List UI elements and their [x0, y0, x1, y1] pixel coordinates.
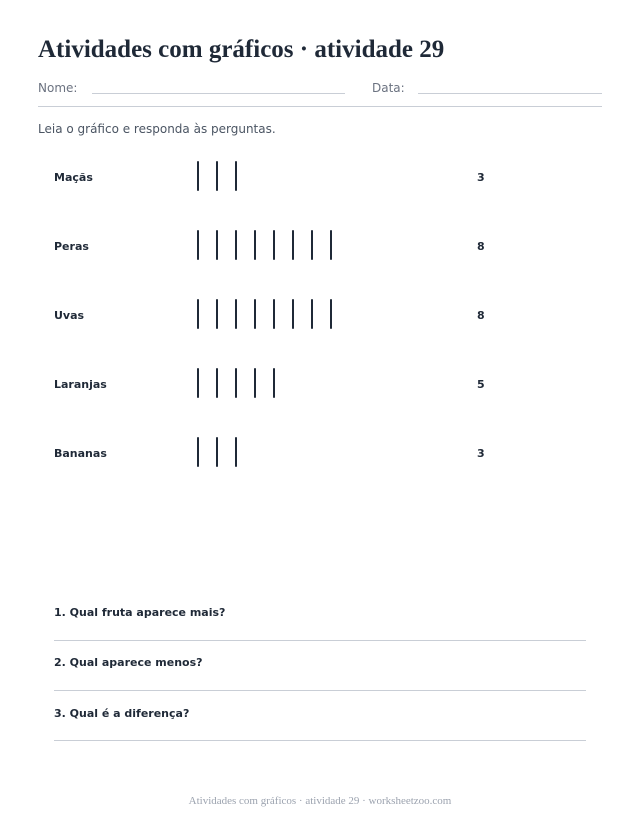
- row-count: 8: [477, 240, 485, 253]
- row-label: Peras: [54, 240, 89, 253]
- row-count: 5: [477, 378, 485, 391]
- answer-line-3[interactable]: [54, 740, 586, 741]
- date-field-line[interactable]: [418, 93, 602, 94]
- question-2: 2. Qual aparece menos?: [54, 656, 203, 669]
- tally-mark: [197, 437, 199, 467]
- row-label: Bananas: [54, 447, 107, 460]
- row-count: 3: [477, 447, 485, 460]
- tally-mark: [216, 299, 218, 329]
- tally-mark: [197, 368, 199, 398]
- tally-mark: [273, 299, 275, 329]
- tally-mark: [216, 230, 218, 260]
- instructions: Leia o gráfico e responda às perguntas.: [38, 122, 276, 136]
- tally-mark: [273, 368, 275, 398]
- row-count: 8: [477, 309, 485, 322]
- tally-mark: [254, 299, 256, 329]
- question-1: 1. Qual fruta aparece mais?: [54, 606, 226, 619]
- tally-mark: [235, 161, 237, 191]
- tally-mark: [254, 230, 256, 260]
- tally-mark: [330, 230, 332, 260]
- tally-mark: [197, 299, 199, 329]
- tally-mark: [292, 299, 294, 329]
- tally-mark: [235, 368, 237, 398]
- tally-mark: [216, 368, 218, 398]
- tally-mark: [235, 230, 237, 260]
- name-field-line[interactable]: [92, 93, 345, 94]
- name-label: Nome:: [38, 81, 78, 95]
- row-label: Uvas: [54, 309, 85, 322]
- answer-line-2[interactable]: [54, 690, 586, 691]
- tally-mark: [235, 437, 237, 467]
- tally-mark: [216, 161, 218, 191]
- tally-mark: [330, 299, 332, 329]
- page-title: Atividades com gráficos · atividade 29: [38, 36, 445, 63]
- answer-line-1[interactable]: [54, 640, 586, 641]
- date-label: Data:: [372, 81, 405, 95]
- row-count: 3: [477, 171, 485, 184]
- row-label: Maçãs: [54, 171, 93, 184]
- tally-mark: [235, 299, 237, 329]
- footer: Atividades com gráficos · atividade 29 · worksheetzoo.com: [188, 795, 452, 807]
- tally-mark: [197, 161, 199, 191]
- tally-mark: [292, 230, 294, 260]
- tally-mark: [273, 230, 275, 260]
- header-divider: [38, 106, 602, 107]
- tally-mark: [311, 230, 313, 260]
- tally-mark: [311, 299, 313, 329]
- row-label: Laranjas: [54, 378, 107, 391]
- tally-mark: [254, 368, 256, 398]
- tally-mark: [216, 437, 218, 467]
- tally-mark: [197, 230, 199, 260]
- question-3: 3. Qual é a diferença?: [54, 707, 190, 720]
